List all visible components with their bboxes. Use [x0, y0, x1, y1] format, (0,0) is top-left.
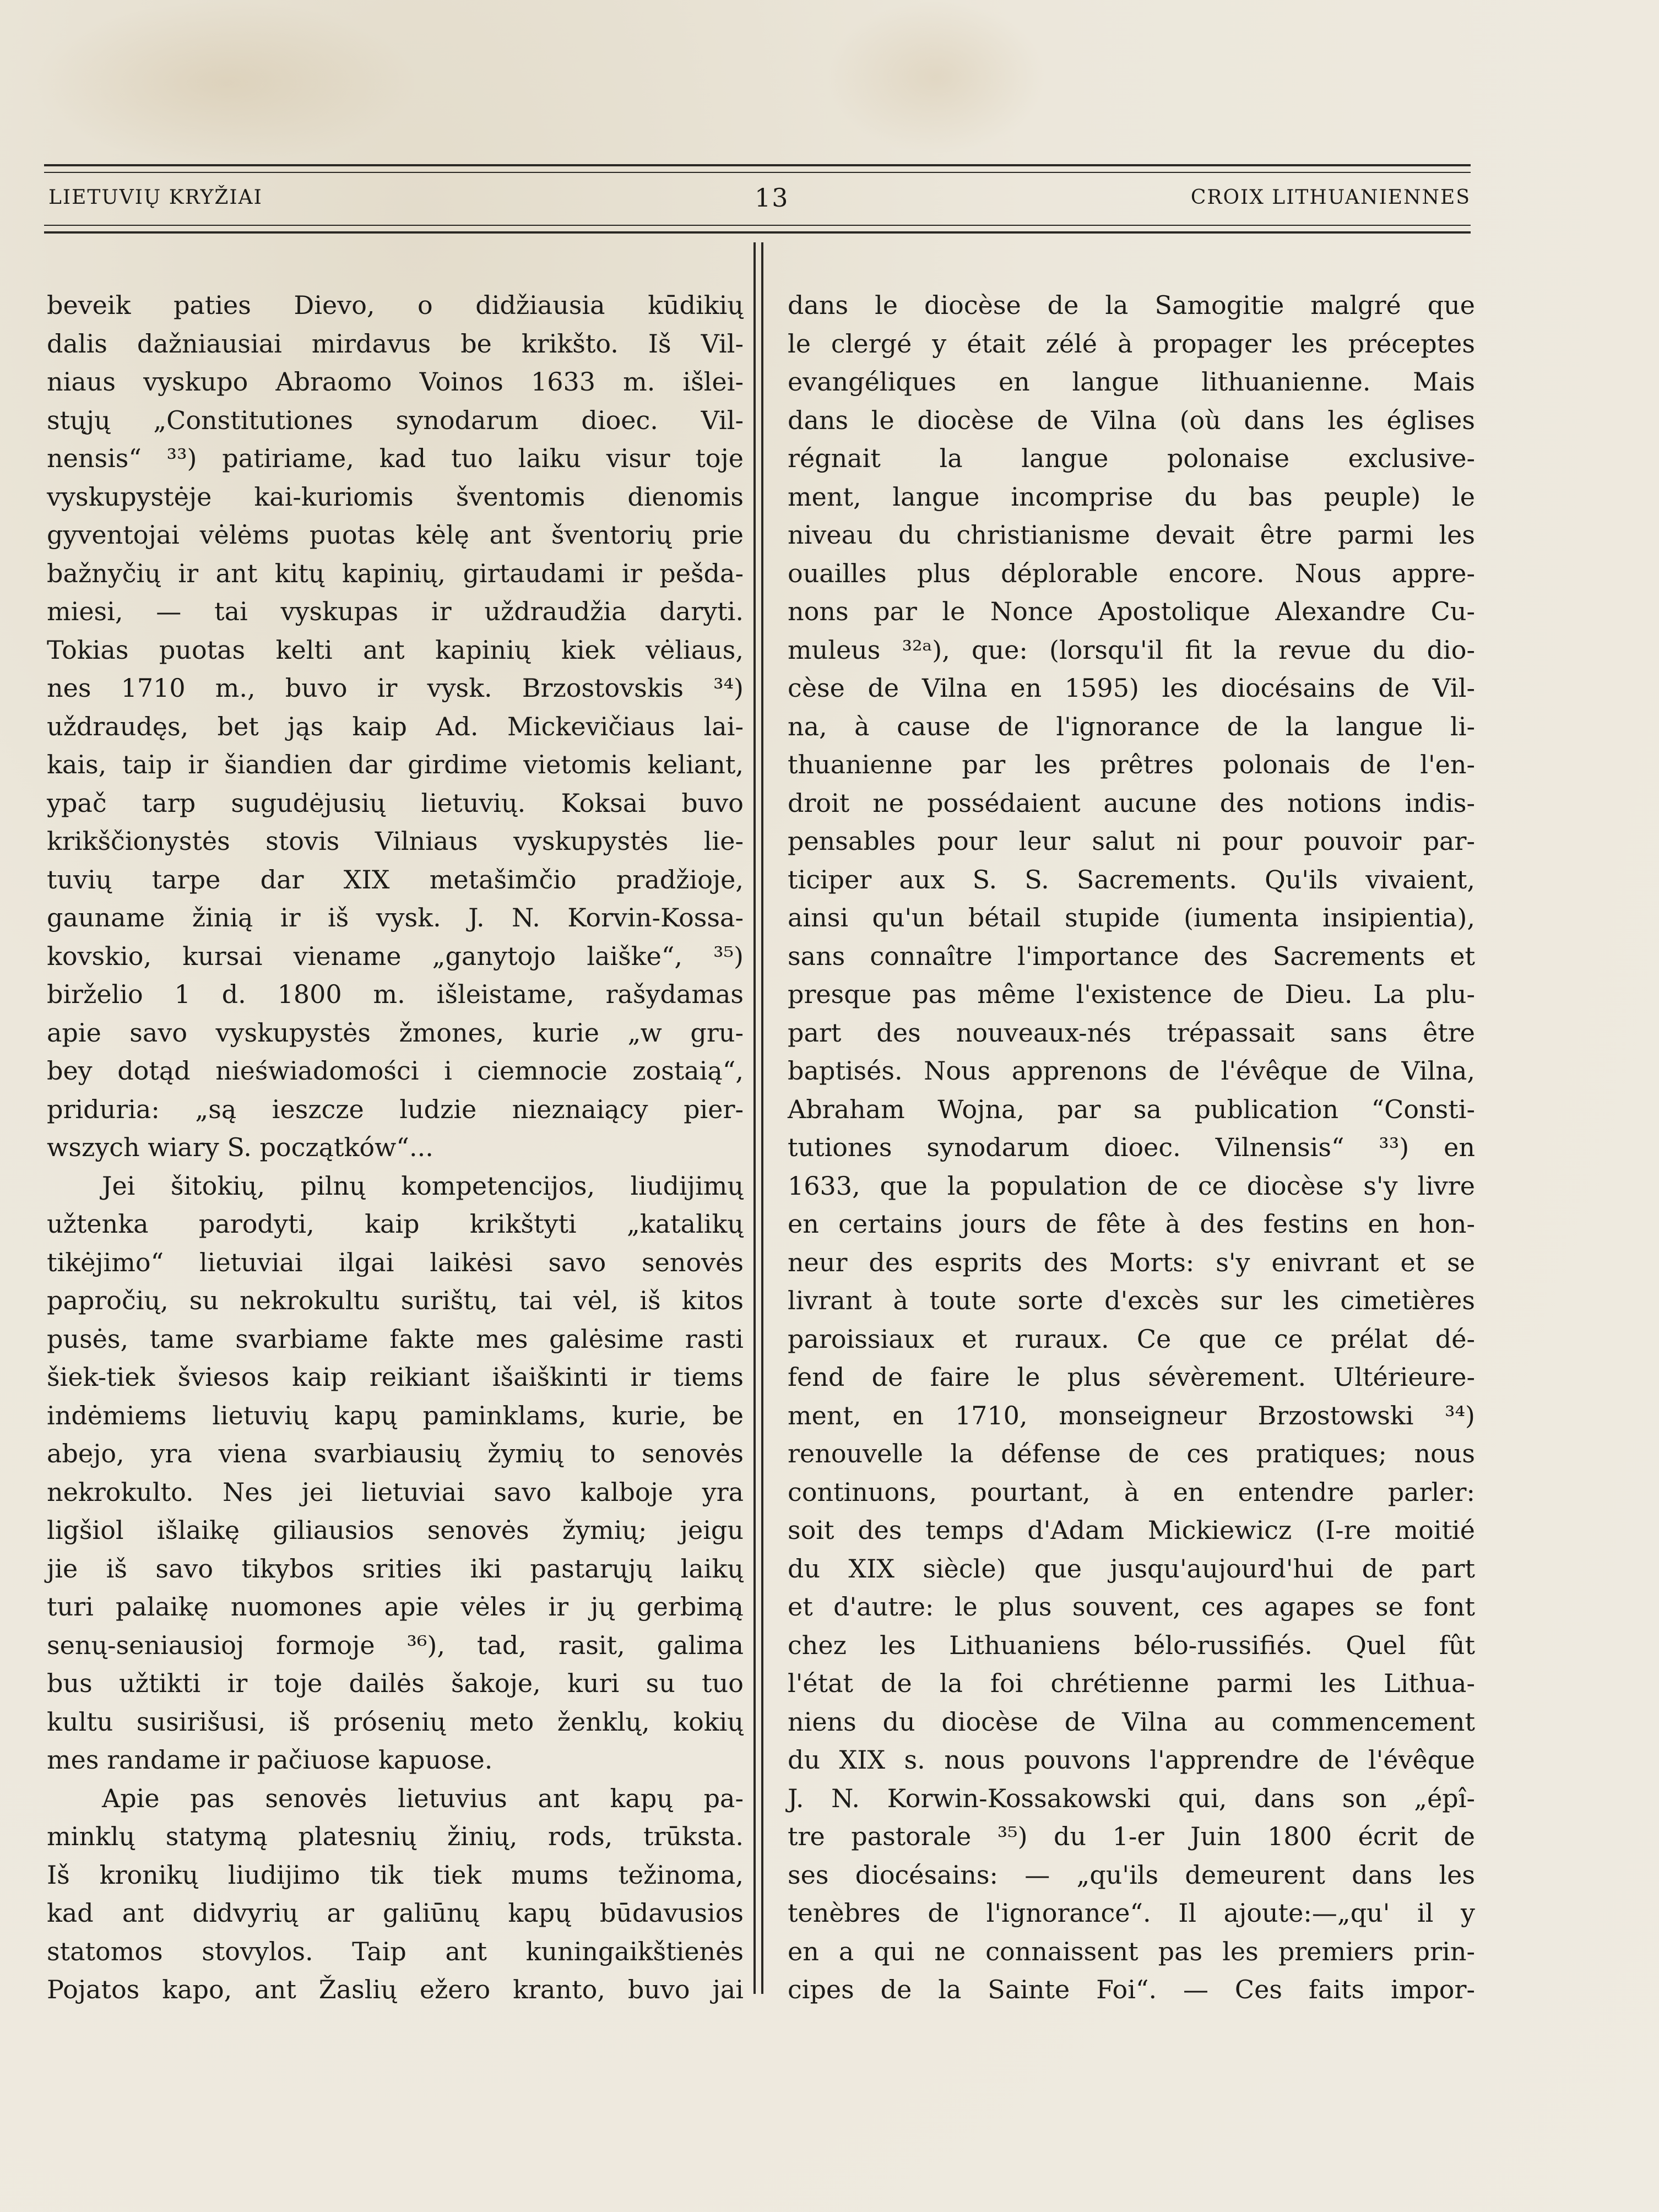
text-line: du XIX siècle) que jusqu'aujourd'hui de part: [788, 1553, 1475, 1584]
text-line: šiek-tiek šviesos kaip reikiant išaiškinti ir tiems: [47, 1362, 744, 1392]
text-line: droit ne possédaient aucune des notions indis-: [788, 788, 1475, 818]
text-line: abejo, yra viena svarbiausių žymių to senovės: [47, 1439, 744, 1468]
text-line: tutiones synodarum dioec. Vilnensis“ ³³) en: [788, 1132, 1475, 1162]
text-line: miesi, — tai vyskupas ir uždraudžia daryti.: [47, 597, 744, 626]
text-line: part des nouveaux-nés trépassait sans être: [788, 1017, 1475, 1048]
text-line: niaus vyskupo Abraomo Voinos 1633 m. išlei-: [47, 367, 744, 397]
text-line: papročių, su nekrokultu surištų, tai vėl, iš kitos: [47, 1286, 744, 1315]
text-line: mes randame ir pačiuose kapuose.: [47, 1745, 493, 1775]
text-line: baptisés. Nous apprenons de l'évêque de Vilna,: [788, 1056, 1475, 1086]
text-line: pensables pour leur salut ni pour pouvoir par-: [788, 826, 1475, 856]
text-line: neur des esprits des Morts: s'y enivrant et se: [788, 1247, 1475, 1277]
text-line: kultu susirišusi, iš prósenių meto ženklų, kokių: [47, 1706, 744, 1737]
text-line: jie iš savo tikybos srities iki pastarųjų laikų: [47, 1553, 744, 1584]
column-divider: [761, 242, 763, 1994]
header-bottom-rule: [44, 225, 1471, 226]
text-line: tuvių tarpe dar XIX metašimčio pradžioje,: [47, 864, 744, 894]
text-line: bažnyčių ir ant kitų kapinių, girtaudami ir pešda-: [47, 558, 744, 588]
text-line: birželio 1 d. 1800 m. išleistame, rašydamas: [47, 979, 744, 1009]
text-line: nes 1710 m., buvo ir vysk. Brzostovskis ³⁴): [47, 673, 744, 703]
text-line: indėmiems lietuvių kapų paminklams, kurie, be: [47, 1400, 744, 1430]
text-line: gyventojai vėlėms puotas kėlę ant šventorių prie: [47, 520, 744, 550]
header-top-rule-thin: [44, 172, 1471, 173]
text-line: uždraudęs, bet jąs kaip Ad. Mickevičiaus lai-: [47, 711, 744, 741]
text-line: cèse de Vilna en 1595) les diocésains de Vil-: [788, 673, 1475, 703]
text-line: turi palaikę nuomones apie vėles ir jų gerbimą: [47, 1592, 744, 1622]
text-line: priduria: „są ieszcze ludzie nieznaiący pier-: [47, 1094, 744, 1124]
text-line: nons par le Nonce Apostolique Alexandre Cu-: [788, 597, 1475, 626]
text-line: J. N. Korwin-Kossakowski qui, dans son „épî-: [788, 1783, 1475, 1813]
text-line: statomos stovylos. Taip ant kuningaikštienės: [47, 1936, 744, 1966]
text-line: nekrokulto. Nes jei lietuviai savo kalboje yra: [47, 1477, 744, 1507]
text-line: le clergé y était zélé à propager les préceptes: [788, 328, 1475, 359]
text-line: ses diocésains: — „qu'ils demeurent dans les: [788, 1859, 1475, 1890]
text-line: régnait la langue polonaise exclusive-: [788, 443, 1475, 473]
text-line: bus užtikti ir toje dailės šakoje, kuri su tuo: [47, 1668, 744, 1698]
text-line: livrant à toute sorte d'excès sur les cimetières: [788, 1286, 1475, 1315]
text-line: l'état de la foi chrétienne parmi les Lithua-: [788, 1668, 1475, 1698]
text-line: thuanienne par les prêtres polonais de l'en-: [788, 750, 1475, 779]
text-line: stųjų „Constitutiones synodarum dioec. Vil-: [47, 405, 744, 435]
text-line: renouvelle la défense de ces pratiques; nous: [788, 1439, 1475, 1468]
text-line: ment, en 1710, monseigneur Brzostowski ³⁴): [788, 1400, 1475, 1430]
water-stain: [826, 0, 1047, 154]
text-line: minklų statymą platesnių žinių, rods, trūksta.: [47, 1821, 744, 1851]
text-line: beveik paties Dievo, o didžiausia kūdikių: [47, 290, 744, 320]
text-line: et d'autre: le plus souvent, ces agapes se font: [788, 1592, 1475, 1622]
text-line: krikščionystės stovis Vilniaus vyskupystės lie-: [47, 826, 744, 856]
text-line: en certains jours de fête à des festins en hon-: [788, 1209, 1475, 1239]
text-line: fend de faire le plus sévèrement. Ultérieure-: [788, 1362, 1475, 1392]
text-line: Apie pas senovės lietuvius ant kapų pa-: [102, 1783, 744, 1813]
header-left-title: LIETUVIŲ KRYŽIAI: [48, 186, 263, 209]
text-line: evangéliques en langue lithuanienne. Mais: [788, 367, 1475, 397]
text-line: senų-seniausioj formoje ³⁶), tad, rasit, galima: [47, 1630, 744, 1660]
text-line: ment, langue incomprise du bas peuple) le: [788, 481, 1475, 512]
text-line: kais, taip ir šiandien dar girdime vietomis keliant,: [47, 750, 744, 779]
text-line: chez les Lithuaniens bélo-russifiés. Quel fût: [788, 1630, 1475, 1660]
text-line: tre pastorale ³⁵) du 1-er Juin 1800 écrit de: [788, 1821, 1475, 1851]
text-line: continuons, pourtant, à en entendre parler:: [788, 1477, 1475, 1507]
text-line: cipes de la Sainte Foi“. — Ces faits impor-: [788, 1975, 1475, 2004]
header-top-rule: [44, 164, 1471, 166]
water-stain: [33, 0, 419, 165]
text-line: presque pas même l'existence de Dieu. La plu-: [788, 979, 1475, 1009]
text-line: sans connaître l'importance des Sacrements et: [788, 941, 1475, 971]
text-line: 1633, que la population de ce diocèse s'y livre: [788, 1170, 1475, 1201]
text-line: dalis dažniausiai mirdavus be krikšto. Iš Vil-: [47, 328, 744, 359]
text-line: kovskio, kursai viename „ganytojo laiške“, ³⁵): [47, 941, 744, 971]
text-line: ypač tarp sugudėjusių lietuvių. Koksai buvo: [47, 788, 744, 818]
text-line: Abraham Wojna, par sa publication “Consti-: [788, 1094, 1475, 1124]
text-line: niveau du christianisme devait être parmi les: [788, 520, 1475, 550]
left-column-lithuanian: [47, 286, 744, 2009]
text-line: dans le diocèse de Vilna (où dans les églises: [788, 405, 1475, 435]
text-line: ticiper aux S. S. Sacrements. Qu'ils vivaient,: [788, 864, 1475, 894]
text-line: dans le diocèse de la Samogitie malgré que: [788, 290, 1475, 320]
text-line: Tokias puotas kelti ant kapinių kiek vėliaus,: [47, 635, 744, 665]
text-line: kad ant didvyrių ar galiūnų kapų būdavusios: [47, 1898, 744, 1928]
text-line: Pojatos kapo, ant Žaslių ežero kranto, buvo jai: [47, 1975, 744, 2004]
text-line: tenèbres de l'ignorance“. Il ajoute:—„qu' il y: [788, 1898, 1475, 1928]
text-line: en a qui ne connaissent pas les premiers prin-: [788, 1936, 1475, 1966]
text-line: bey dotąd nieświadomości i ciemnocie zostaią“,: [47, 1056, 744, 1086]
text-line: nensis“ ³³) patiriame, kad tuo laiku visur toje: [47, 443, 744, 473]
text-line: muleus ³²ᵃ), que: (lorsqu'il fit la revue du dio-: [788, 635, 1475, 665]
header-right-title: CROIX LITHUANIENNES: [1190, 186, 1471, 209]
text-line: soit des temps d'Adam Mickiewicz (I-re moitié: [788, 1515, 1475, 1545]
text-line: apie savo vyskupystės žmones, kurie „w gru-: [47, 1017, 744, 1048]
page-number: 13: [755, 183, 789, 213]
text-line: vyskupystėje kai-kuriomis šventomis dienomis: [47, 481, 744, 512]
column-divider: [753, 242, 756, 1994]
header-bottom-rule-thick: [44, 231, 1471, 234]
text-line: ainsi qu'un bétail stupide (iumenta insipientia),: [788, 903, 1475, 932]
text-line: pusės, tame svarbiame fakte mes galėsime rasti: [47, 1324, 744, 1354]
text-line: užtenka parodyti, kaip krikštyti „katalikų: [47, 1209, 744, 1239]
text-line: na, à cause de l'ignorance de la langue li-: [788, 711, 1475, 741]
text-line: du XIX s. nous pouvons l'apprendre de l'évêque: [788, 1745, 1475, 1775]
text-line: ligšiol išlaikę giliausios senovės žymių; jeigu: [47, 1515, 744, 1545]
text-line: tikėjimo“ lietuviai ilgai laikėsi savo senovės: [47, 1247, 744, 1277]
text-line: Iš kronikų liudijimo tik tiek mums težinoma,: [47, 1859, 744, 1890]
text-line: paroissiaux et ruraux. Ce que ce prélat dé-: [788, 1324, 1475, 1354]
text-line: wszych wiary S. początków“...: [47, 1132, 433, 1162]
right-column-french: [788, 286, 1475, 2009]
text-line: niens du diocèse de Vilna au commencement: [788, 1706, 1475, 1737]
running-header: [44, 183, 1471, 219]
text-line: Jei šitokių, pilnų kompetencijos, liudijimų: [102, 1170, 744, 1201]
text-line: ouailles plus déplorable encore. Nous appre-: [788, 558, 1475, 588]
text-line: gauname žinią ir iš vysk. J. N. Korvin-Kossa-: [47, 903, 744, 932]
